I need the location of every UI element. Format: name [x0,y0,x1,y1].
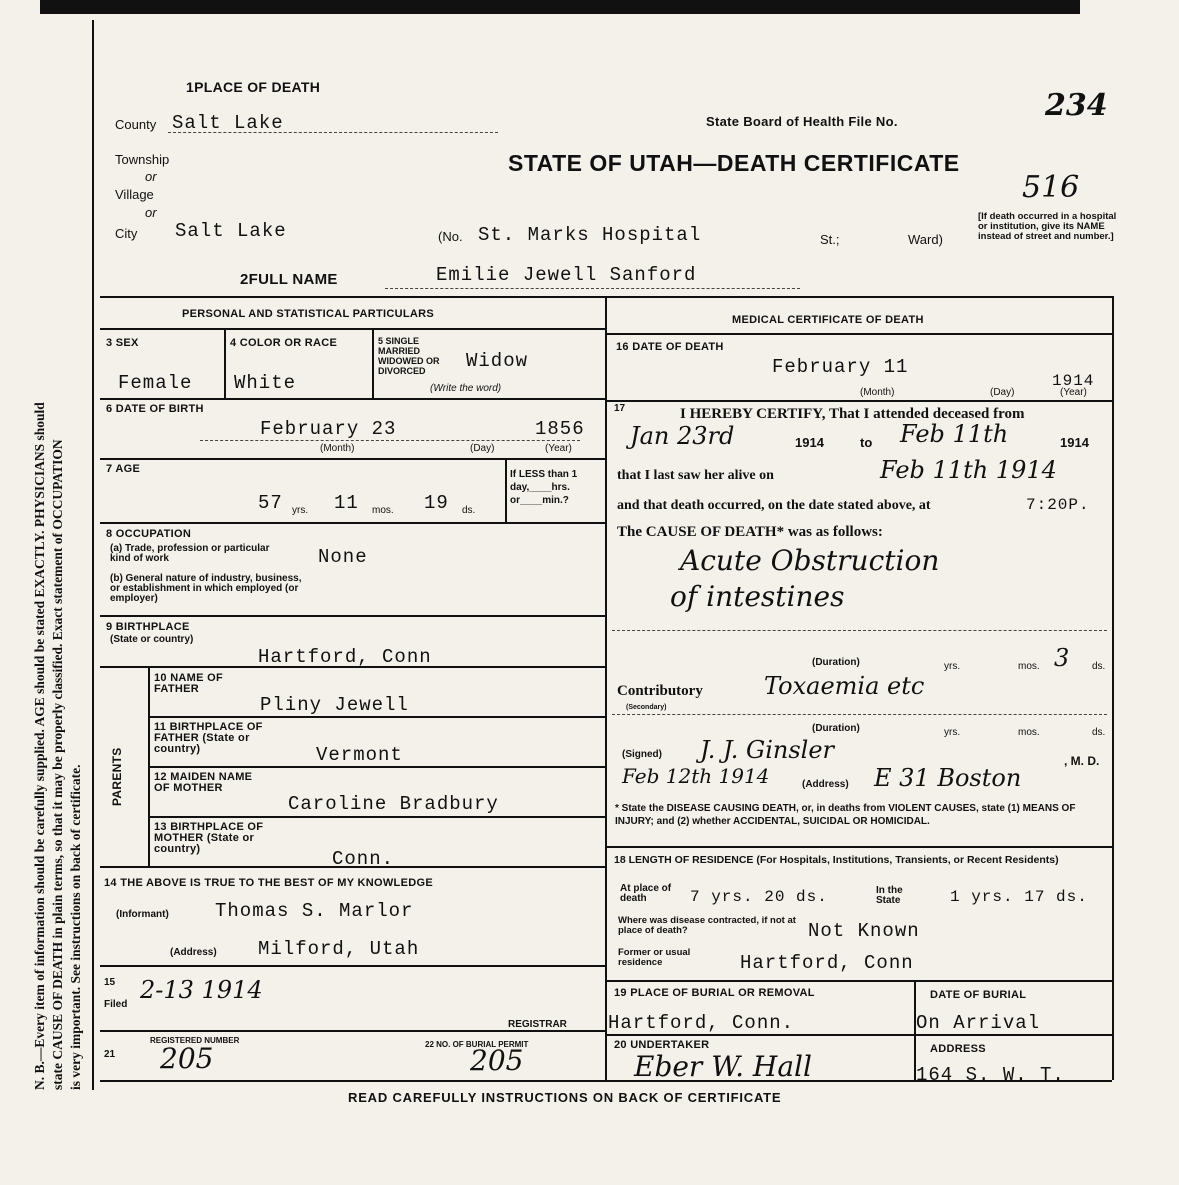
physician-address-value: E 31 Boston [874,764,1022,792]
registrar-label: REGISTRAR [508,1019,567,1030]
informant-address-label: (Address) [170,947,217,958]
contributory-label: Contributory [617,683,703,699]
burial-place-label: 19 PLACE OF BURIAL OR REMOVAL [614,987,815,999]
occupation-b-label: (b) General nature of industry, business, or establishment in which employed (or employer) [110,573,302,604]
occupation-a-label: (a) Trade, profession or particular kind of work [110,543,270,564]
secondary-label: (Secondary) [626,704,667,711]
father-name-label: 10 NAME OF FATHER [154,672,224,695]
dod-value: February 11 [772,356,909,378]
death-time-value: 7:20P. [1026,496,1090,514]
line-after-father-bp [148,766,605,768]
dob-label: 6 DATE OF BIRTH [106,403,204,415]
cause-line-1 [612,630,1107,631]
burial-date-value: On Arrival [916,1012,1041,1034]
contributory-value: Toxaemia etc [764,672,925,700]
hospital-note: [If death occurred in a hospital or institution, give its NAME instead of street and number.] [978,211,1117,242]
occupation-label: 8 OCCUPATION [106,528,192,540]
burial-date-label: DATE OF BURIAL [930,989,1027,1001]
in-state-value: 1 yrs. 17 ds. [950,888,1088,906]
mother-birthplace-label: 13 BIRTHPLACE OF MOTHER (State or country) [154,821,264,855]
line-race-marital [372,328,374,398]
or-label-1: or [145,169,157,184]
certify-17-label: 17 [614,403,626,414]
line-after-filed [100,1030,605,1032]
reg-21-label: 21 [104,1049,116,1060]
birthplace-label: 9 BIRTHPLACE [106,621,190,633]
mother-name-value: Caroline Bradbury [288,793,499,815]
duration-yrs-2: yrs. [944,727,961,738]
mother-birthplace-value: Conn. [332,848,395,870]
undertaker-label: 20 UNDERTAKER [614,1039,710,1051]
line-after-dod [605,400,1112,402]
burial-permit-value: 205 [470,1044,524,1077]
city-value: Salt Lake [175,220,287,242]
marital-label: 5 SINGLE MARRIED WIDOWED OR DIVORCED [378,336,440,376]
street-no-label: (No. [438,229,463,244]
duration-mos-2: mos. [1018,727,1040,738]
line-after-father [148,716,605,718]
physician-address-label: (Address) [802,779,849,790]
informant-address-value: Milford, Utah [258,938,420,960]
registered-number-value: 205 [160,1042,214,1075]
residence-label: 18 LENGTH OF RESIDENCE (For Hospitals, Institutions, Transients, or Recent Residents) [614,854,1059,866]
last-saw-value: Feb 11th 1914 [880,456,1057,484]
contributory-line [612,714,1107,715]
last-saw-text: that I last saw her alive on [617,468,774,483]
certify-text: I HEREBY CERTIFY, That I attended deceased from [680,406,1025,422]
duration-label-1: (Duration) [812,657,860,668]
line-after-mother-bp [100,866,605,868]
informant-value: Thomas S. Marlor [215,900,414,922]
line-medical-title [605,333,1112,335]
grid-right [1112,296,1114,1080]
full-name-line [385,288,800,289]
street-no-value: St. Marks Hospital [478,224,702,246]
township-label: Township [115,152,170,167]
grid-middle [605,296,607,1080]
burial-permit-label: 22 NO. OF BURIAL PERMIT [425,1040,529,1049]
signed-label: (Signed) [622,749,662,760]
birthplace-sub-label: (State or country) [110,634,194,645]
age-label: 7 AGE [106,463,141,475]
birthplace-value: Hartford, Conn [258,646,432,668]
age-months: 11 [334,492,359,514]
md-label: , M. D. [1064,754,1100,768]
attended-from-value: Jan 23rd [630,422,735,450]
duration-mos-1: mos. [1018,661,1040,672]
age-mos-label: mos. [372,505,394,516]
place-of-death-label: 1PLACE OF DEATH [186,79,321,95]
knowledge-label: 14 THE ABOVE IS TRUE TO THE BEST OF MY KNOWLEDGE [104,877,433,889]
undertaker-address-value: 164 S. W. T. [916,1064,1065,1086]
dob-year: 1856 [535,418,585,440]
left-border [92,20,94,1090]
marital-note: (Write the word) [430,383,502,394]
signed-value: J. J. Ginsler [700,736,835,764]
duration-ds-1: ds. [1092,661,1106,672]
file-number: 234 [1045,88,1108,123]
mother-name-label: 12 MAIDEN NAME OF MOTHER [154,771,253,794]
dod-year: 1914 [1052,372,1095,390]
parents-label: PARENTS [110,747,124,806]
line-after-dob [100,458,605,460]
line-after-age [100,522,605,524]
certificate-title: STATE OF UTAH—DEATH CERTIFICATE [508,150,960,176]
dob-month-label: (Month) [320,443,355,454]
duration-ds-2: ds. [1092,727,1106,738]
line-personal-title [100,328,605,330]
dod-month-label: (Month) [860,387,895,398]
race-label: 4 COLOR OR RACE [230,337,338,349]
cause-value-line2: of intestines [670,580,845,613]
informant-label: (Informant) [116,909,169,920]
dob-year-label: (Year) [545,443,572,454]
side-note-line3: is very important. See instructions on back of certificate. [68,764,83,1090]
father-birthplace-value: Vermont [316,744,403,766]
city-label: City [115,226,138,241]
duration-yrs-1: yrs. [944,661,961,672]
line-after-footnote [605,846,1112,848]
death-time-text: and that death occurred, on the date stated above, at [617,498,931,513]
full-name-label: 2FULL NAME [240,271,338,288]
dob-value: February 23 [260,418,397,440]
line-after-occupation [100,615,605,617]
age-yrs-label: yrs. [292,505,309,516]
contracted-value: Not Known [808,920,920,942]
full-name-value: Emilie Jewell Sanford [436,264,697,286]
side-note-line1: N. B.—Every item of information should be carefully supplied. AGE should be stated EXACTLY. PHYSICIANS should [32,402,47,1090]
at-place-label: At place of death [620,883,672,904]
occupation-value: None [318,546,368,568]
certificate-number: 516 [1022,170,1080,205]
duration-label-2: (Duration) [812,723,860,734]
registered-number-label: REGISTERED NUMBER [150,1036,240,1045]
medical-section-title: MEDICAL CERTIFICATE OF DEATH [732,314,924,326]
cause-value-line1: Acute Obstruction [680,544,940,577]
county-line [168,132,498,133]
village-label: Village [115,187,154,202]
line-after-informant [100,965,605,967]
line-after-residence [605,980,1112,982]
footer-instructions: READ CAREFULLY INSTRUCTIONS ON BACK OF CERTIFICATE [348,1090,782,1105]
st-label: St.; [820,232,840,247]
footnote: * State the DISEASE CAUSING DEATH, or, in deaths from VIOLENT CAUSES, state (1) MEANS OF INJURY; and (2) whether ACCIDENTAL, SUICIDAL OR HOMICIDAL. [615,803,1076,827]
line-age-less [505,458,507,522]
undertaker-address-label: ADDRESS [930,1043,986,1055]
contracted-label: Where was disease contracted, if not at place of death? [618,915,796,936]
attended-to-value: Feb 11th [900,420,1009,448]
personal-section-title: PERSONAL AND STATISTICAL PARTICULARS [182,308,434,320]
undertaker-value: Eber W. Hall [634,1050,812,1083]
marital-value: Widow [466,350,529,372]
duration-value: 3 [1054,644,1070,672]
dob-day-label: (Day) [470,443,495,454]
state-board-label: State Board of Health File No. [706,114,898,129]
age-less-label: If LESS than 1 day,____hrs. or____min.? [510,469,578,506]
attended-year1: 1914 [795,435,824,450]
line-after-mother [148,816,605,818]
father-name-value: Pliny Jewell [260,694,409,716]
at-place-value: 7 yrs. 20 ds. [690,888,828,906]
former-residence-label: Former or usual residence [618,947,691,968]
county-label: County [115,117,157,132]
race-value: White [234,372,297,394]
father-birthplace-label: 11 BIRTHPLACE OF FATHER (State or country) [154,721,263,755]
line-after-burial [605,1034,1112,1036]
ward-label: Ward) [908,232,943,247]
age-ds-label: ds. [462,505,476,516]
line-sex-race [224,328,226,398]
signed-date: Feb 12th 1914 [622,764,770,788]
attended-year2: 1914 [1060,435,1089,450]
dod-day-label: (Day) [990,387,1015,398]
side-note-line2: state CAUSE OF DEATH in plain terms, so that it may be properly classified. Exact statement of OCCUPATION [50,439,65,1090]
to-label: to [860,435,873,450]
dod-label: 16 DATE OF DEATH [616,341,724,353]
former-residence-value: Hartford, Conn [740,952,914,974]
line-after-sex [100,398,605,400]
filed-value: 2-13 1914 [140,976,263,1004]
sex-value: Female [118,372,193,394]
county-value: Salt Lake [172,112,284,134]
in-state-label: In the State [876,885,903,906]
line-after-birthplace [100,666,605,668]
top-border-bar [40,0,1080,14]
age-days: 19 [424,492,449,514]
sex-label: 3 SEX [106,337,139,349]
age-years: 57 [258,492,283,514]
dod-year-label: (Year) [1060,387,1087,398]
burial-place-value: Hartford, Conn. [608,1012,795,1034]
filed-label: 15 Filed [104,977,128,1010]
cause-text: The CAUSE OF DEATH* was as follows: [617,524,883,540]
dob-line [200,440,580,441]
or-label-2: or [145,205,157,220]
